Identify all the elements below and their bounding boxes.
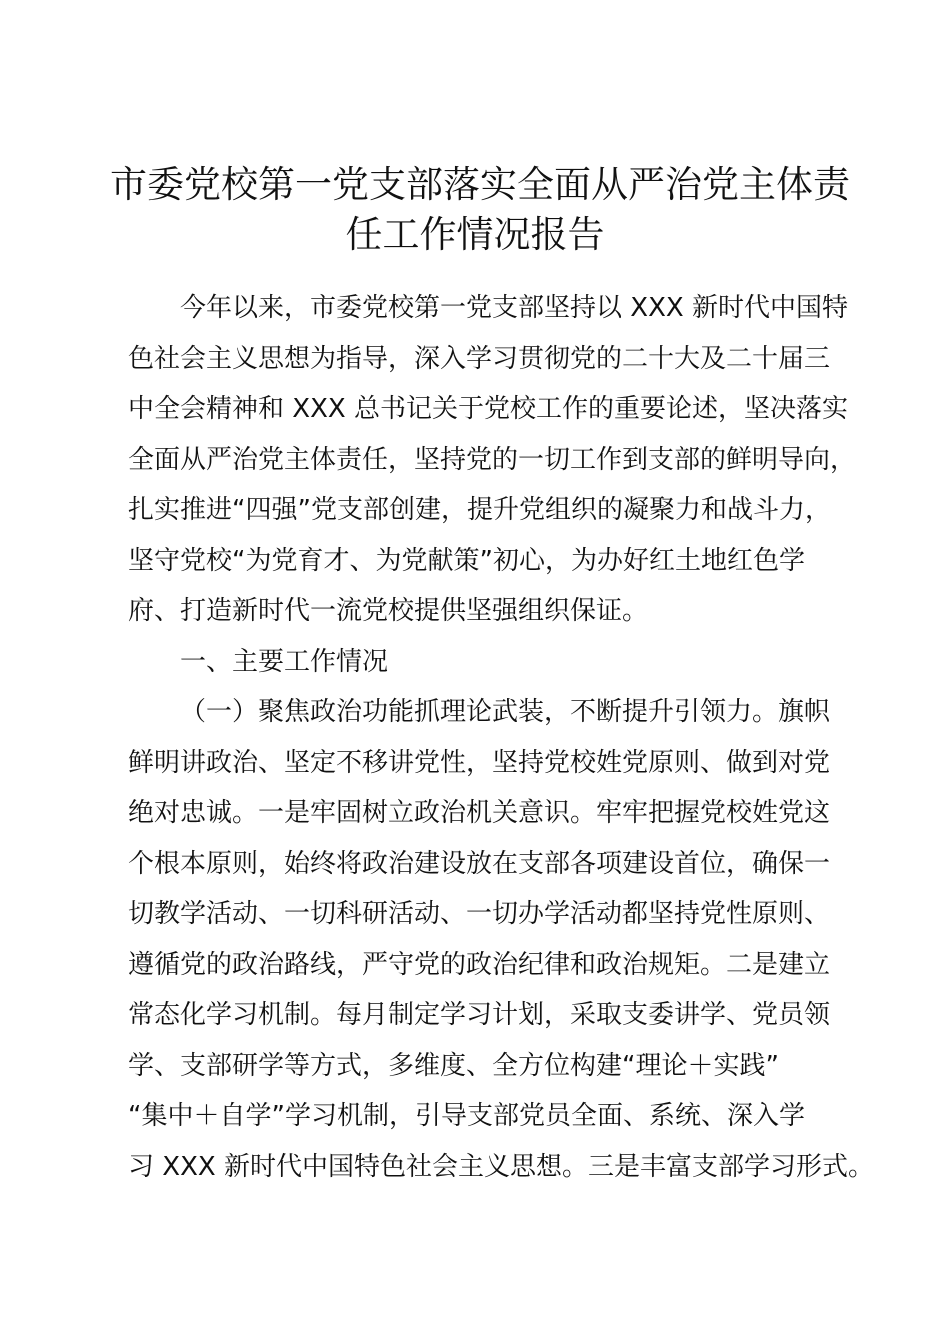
paragraph-line: 色社会主义思想为指导，深入学习贯彻党的二十大及二十届三 — [128, 343, 831, 374]
paragraph-line: 绝对忠诚。一是牢固树立政治机关意识。牢牢把握党校姓党这 — [128, 798, 831, 828]
title-line-2: 任工作情况报告 — [345, 213, 605, 256]
paragraph-line: 府、打造新时代一流党校提供坚强组织保证。 — [128, 596, 649, 626]
paragraph-line: 全面从严治党主体责任，坚持党的一切工作到支部的鲜明导向， — [128, 444, 857, 475]
paragraph-line: 学、支部研学等方式，多维度、全方位构建“理论＋实践” — [128, 1050, 779, 1081]
page-title — [110, 160, 850, 260]
section-heading: 一、主要工作情况 — [180, 646, 389, 677]
paragraph-line: 个根本原则，始终将政治建设放在支部各项建设首位，确保一 — [128, 848, 831, 879]
paragraph-line: 今年以来，市委党校第一党支部坚持以 XXX 新时代中国特 — [180, 293, 848, 323]
paragraph-line: 切教学活动、一切科研活动、一切办学活动都坚持党性原则、 — [128, 899, 831, 929]
paragraph-line: 遵循党的政治路线，严守党的政治纪律和政治规矩。二是建立 — [128, 949, 831, 980]
paragraph-line: （一）聚焦政治功能抓理论武装，不断提升引领力。旗帜 — [180, 697, 831, 727]
paragraph-line: 鲜明讲政治、坚定不移讲党性，坚持党校姓党原则、做到对党 — [128, 747, 831, 778]
paragraph-line: 常态化学习机制。每月制定学习计划，采取支委讲学、党员领 — [128, 1000, 831, 1030]
paragraph-line: 扎实推进“四强”党支部创建，提升党组织的凝聚力和战斗力， — [128, 495, 831, 525]
paragraph-line: “集中＋自学”学习机制，引导支部党员全面、系统、深入学 — [128, 1101, 805, 1131]
title-line-1: 市委党校第一党支部落实全面从严治党主体责 — [110, 163, 850, 206]
document-body — [128, 283, 874, 1192]
paragraph-line: 习 XXX 新时代中国特色社会主义思想。三是丰富支部学习形式。 — [128, 1151, 874, 1182]
paragraph-line: 坚守党校“为党育才、为党献策”初心，为办好红土地红色学 — [128, 545, 805, 576]
paragraph-line: 中全会精神和 XXX 总书记关于党校工作的重要论述，坚决落实 — [128, 394, 848, 424]
